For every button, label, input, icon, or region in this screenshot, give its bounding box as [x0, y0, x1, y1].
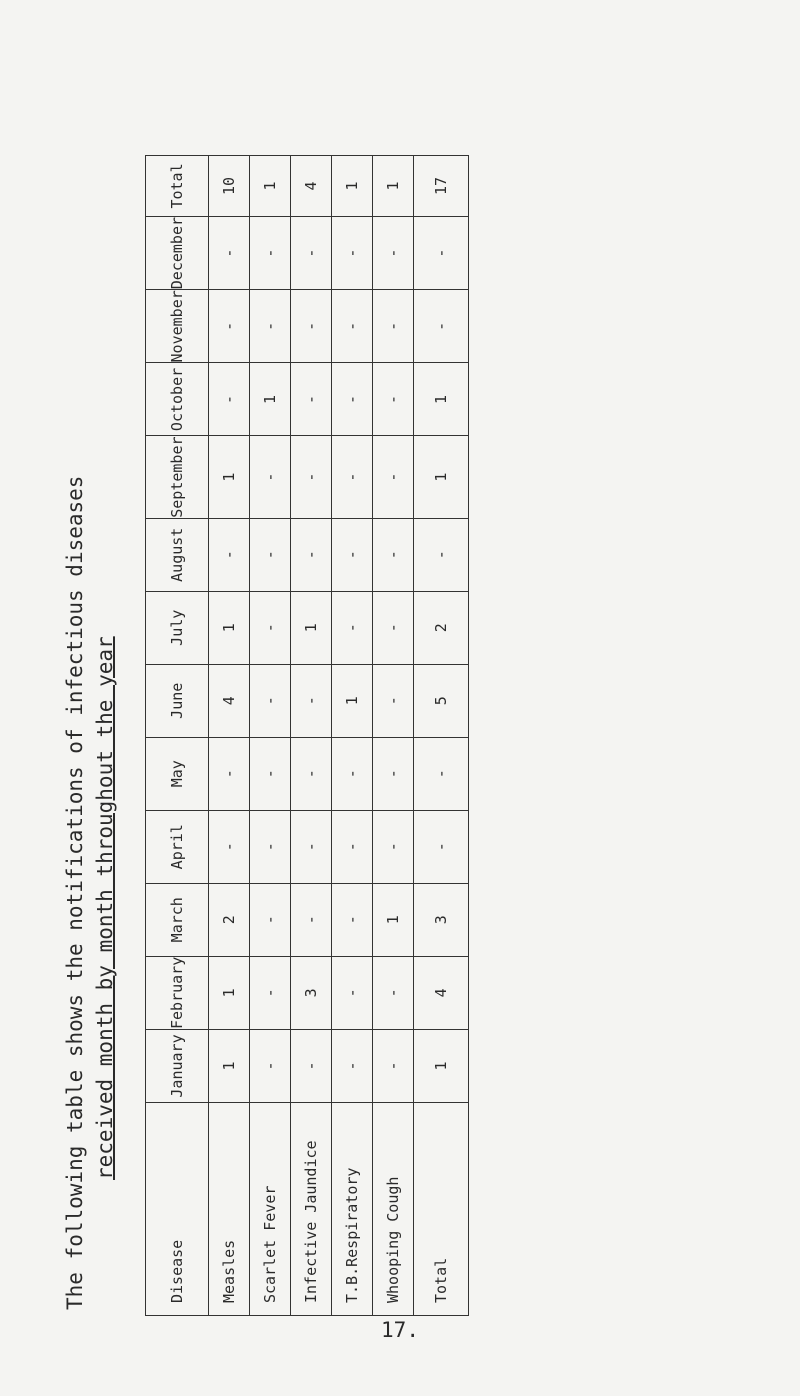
month-value: - — [250, 737, 291, 810]
grand-total: 17 — [414, 155, 469, 216]
month-header: June — [146, 664, 209, 737]
row-total: 4 — [291, 155, 332, 216]
month-header: September — [146, 436, 209, 518]
month-value: - — [373, 216, 414, 289]
month-value: - — [332, 290, 373, 363]
month-value: - — [291, 518, 332, 591]
month-total: 1 — [414, 1030, 469, 1103]
month-value: - — [332, 956, 373, 1029]
row-total: 1 — [332, 155, 373, 216]
month-value: 1 — [209, 1030, 250, 1103]
month-value: - — [291, 664, 332, 737]
table-row — [291, 155, 332, 1315]
month-value: - — [209, 518, 250, 591]
total-column-header: Total — [146, 155, 209, 216]
month-value: - — [291, 1030, 332, 1103]
month-value: - — [332, 363, 373, 436]
month-total: 5 — [414, 664, 469, 737]
month-header: December — [146, 216, 209, 289]
month-value: - — [250, 1030, 291, 1103]
month-header: April — [146, 810, 209, 883]
month-value: - — [250, 518, 291, 591]
month-value: - — [209, 810, 250, 883]
month-value: 1 — [291, 591, 332, 664]
month-header: October — [146, 363, 209, 436]
month-value: - — [373, 518, 414, 591]
month-value: 1 — [209, 591, 250, 664]
month-value: - — [209, 363, 250, 436]
month-value: - — [291, 363, 332, 436]
month-value: - — [373, 436, 414, 518]
month-value: - — [291, 216, 332, 289]
total-row — [414, 155, 469, 1315]
month-value: - — [291, 737, 332, 810]
month-value: 1 — [209, 436, 250, 518]
page-number: 17. — [381, 1318, 419, 1342]
header-row — [146, 155, 209, 1315]
disease-name: Whooping Cough — [373, 1103, 414, 1316]
month-total: - — [414, 290, 469, 363]
month-value: - — [373, 664, 414, 737]
table-heading — [60, 476, 120, 1310]
notifications-table — [145, 155, 469, 1316]
month-value: - — [250, 290, 291, 363]
month-value: 2 — [209, 883, 250, 956]
month-value: - — [332, 216, 373, 289]
month-value: - — [250, 591, 291, 664]
total-row-label: Total — [414, 1103, 469, 1316]
month-value: - — [250, 216, 291, 289]
month-value: - — [291, 883, 332, 956]
month-value: - — [291, 810, 332, 883]
month-value: - — [373, 591, 414, 664]
month-total: 3 — [414, 883, 469, 956]
disease-name: Infective Jaundice — [291, 1103, 332, 1316]
table-row — [209, 155, 250, 1315]
month-value: 3 — [291, 956, 332, 1029]
disease-name: T.B.Respiratory — [332, 1103, 373, 1316]
month-value: - — [373, 1030, 414, 1103]
month-value: - — [332, 436, 373, 518]
month-header: March — [146, 883, 209, 956]
month-total: 4 — [414, 956, 469, 1029]
month-header: January — [146, 1030, 209, 1103]
month-total: 1 — [414, 436, 469, 518]
month-value: - — [332, 883, 373, 956]
month-value: 1 — [373, 883, 414, 956]
month-value: - — [250, 810, 291, 883]
month-value: 4 — [209, 664, 250, 737]
month-value: - — [373, 290, 414, 363]
month-value: - — [373, 956, 414, 1029]
month-total: 1 — [414, 363, 469, 436]
month-value: - — [209, 290, 250, 363]
disease-name: Measles — [209, 1103, 250, 1316]
month-value: 1 — [332, 664, 373, 737]
month-value: - — [332, 1030, 373, 1103]
month-value: - — [291, 436, 332, 518]
heading-line-2: received month by month throughout the year — [93, 636, 117, 1180]
month-value: - — [373, 810, 414, 883]
month-value: - — [291, 290, 332, 363]
month-value: - — [332, 737, 373, 810]
month-total: - — [414, 518, 469, 591]
month-header: February — [146, 956, 209, 1029]
row-total: 1 — [250, 155, 291, 216]
row-total: 1 — [373, 155, 414, 216]
month-value: - — [209, 216, 250, 289]
month-total: - — [414, 216, 469, 289]
month-value: - — [332, 810, 373, 883]
month-value: - — [250, 883, 291, 956]
heading-line-1: The following table shows the notifications of infectious diseases — [63, 475, 87, 1310]
month-value: - — [373, 363, 414, 436]
disease-column-header: Disease — [146, 1103, 209, 1316]
month-value: - — [373, 737, 414, 810]
month-value: - — [250, 664, 291, 737]
row-total: 10 — [209, 155, 250, 216]
month-value: - — [332, 518, 373, 591]
month-value: 1 — [250, 363, 291, 436]
month-header: August — [146, 518, 209, 591]
month-value: - — [250, 956, 291, 1029]
table-row — [373, 155, 414, 1315]
month-value: - — [332, 591, 373, 664]
table-row — [250, 155, 291, 1315]
table-row — [332, 155, 373, 1315]
month-value: - — [209, 737, 250, 810]
month-value: 1 — [209, 956, 250, 1029]
month-header: July — [146, 591, 209, 664]
month-total: - — [414, 737, 469, 810]
month-header: November — [146, 290, 209, 363]
month-value: - — [250, 436, 291, 518]
month-total: - — [414, 810, 469, 883]
disease-name: Scarlet Fever — [250, 1103, 291, 1316]
month-total: 2 — [414, 591, 469, 664]
month-header: May — [146, 737, 209, 810]
